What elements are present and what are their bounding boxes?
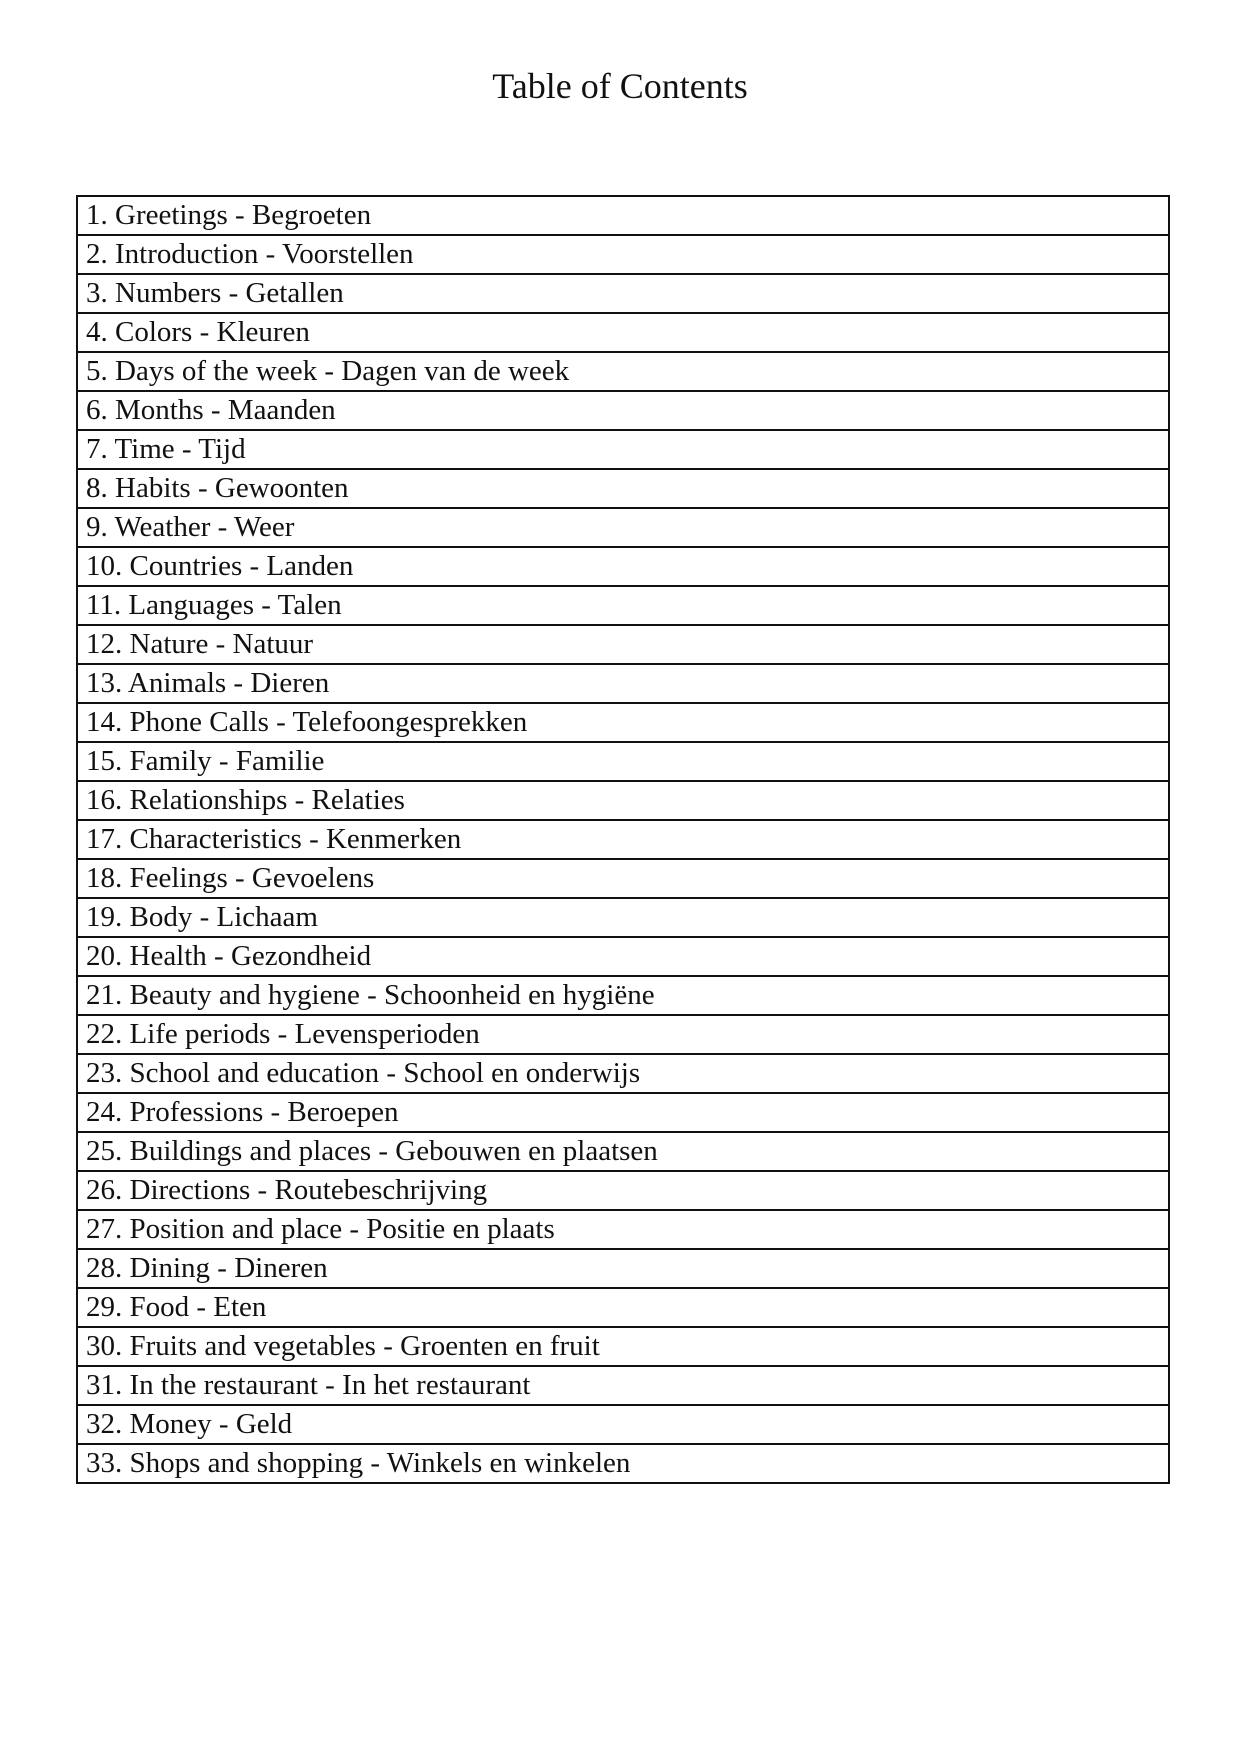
toc-entry: 18. Feelings - Gevoelens: [77, 859, 1169, 898]
toc-row: [77, 469, 1169, 508]
toc-row: [77, 976, 1169, 1015]
toc-entry: 11. Languages - Talen: [77, 586, 1169, 625]
toc-entry: 24. Professions - Beroepen: [77, 1093, 1169, 1132]
page-title: Table of Contents: [492, 66, 748, 106]
toc-entry: 31. In the restaurant - In het restaurant: [77, 1366, 1169, 1405]
toc-entry: 23. School and education - School en onderwijs: [77, 1054, 1169, 1093]
toc-entry: 17. Characteristics - Kenmerken: [77, 820, 1169, 859]
toc-entry: 15. Family - Familie: [77, 742, 1169, 781]
toc-entry: 32. Money - Geld: [77, 1405, 1169, 1444]
toc-row: [77, 1015, 1169, 1054]
toc-row: [77, 1210, 1169, 1249]
toc-entry: 6. Months - Maanden: [77, 391, 1169, 430]
toc-entry: 13. Animals - Dieren: [77, 664, 1169, 703]
toc-row: [77, 625, 1169, 664]
toc-entry: 21. Beauty and hygiene - Schoonheid en hygiëne: [77, 976, 1169, 1015]
toc-row: [77, 196, 1169, 235]
toc-row: [77, 586, 1169, 625]
toc-row: [77, 742, 1169, 781]
toc-entry: 28. Dining - Dineren: [77, 1249, 1169, 1288]
toc-entry: 8. Habits - Gewoonten: [77, 469, 1169, 508]
toc-row: [77, 820, 1169, 859]
toc-row: [77, 313, 1169, 352]
toc-entry: 25. Buildings and places - Gebouwen en plaatsen: [77, 1132, 1169, 1171]
toc-entry: 29. Food - Eten: [77, 1288, 1169, 1327]
toc-entry: 2. Introduction - Voorstellen: [77, 235, 1169, 274]
toc-entry: 33. Shops and shopping - Winkels en winkelen: [77, 1444, 1169, 1483]
toc-row: [77, 859, 1169, 898]
toc-entry: 12. Nature - Natuur: [77, 625, 1169, 664]
toc-row: [77, 391, 1169, 430]
toc-row: [77, 1366, 1169, 1405]
toc-entry: 5. Days of the week - Dagen van de week: [77, 352, 1169, 391]
toc-row: [77, 1132, 1169, 1171]
toc-row: [77, 1054, 1169, 1093]
toc-row: [77, 1171, 1169, 1210]
toc-row: [77, 430, 1169, 469]
toc-entry: 4. Colors - Kleuren: [77, 313, 1169, 352]
toc-entry: 1. Greetings - Begroeten: [77, 196, 1169, 235]
toc-entry: 16. Relationships - Relaties: [77, 781, 1169, 820]
toc-row: [77, 703, 1169, 742]
toc-row: [77, 508, 1169, 547]
toc-row: [77, 1249, 1169, 1288]
toc-row: [77, 1288, 1169, 1327]
toc-entry: 9. Weather - Weer: [77, 508, 1169, 547]
toc-row: [77, 898, 1169, 937]
toc-table: [76, 195, 1170, 1484]
toc-entry: 19. Body - Lichaam: [77, 898, 1169, 937]
toc-row: [77, 781, 1169, 820]
toc-row: [77, 664, 1169, 703]
toc-entry: 27. Position and place - Positie en plaats: [77, 1210, 1169, 1249]
toc-row: [77, 1444, 1169, 1483]
toc-entry: 3. Numbers - Getallen: [77, 274, 1169, 313]
toc-row: [77, 235, 1169, 274]
toc-entry: 7. Time - Tijd: [77, 430, 1169, 469]
toc-entry: 14. Phone Calls - Telefoongesprekken: [77, 703, 1169, 742]
toc-entry: 10. Countries - Landen: [77, 547, 1169, 586]
toc-row: [77, 274, 1169, 313]
toc-entry: 20. Health - Gezondheid: [77, 937, 1169, 976]
toc-entry: 26. Directions - Routebeschrijving: [77, 1171, 1169, 1210]
toc-entry: 22. Life periods - Levensperioden: [77, 1015, 1169, 1054]
toc-row: [77, 352, 1169, 391]
toc-row: [77, 1327, 1169, 1366]
toc-row: [77, 1093, 1169, 1132]
toc-row: [77, 937, 1169, 976]
toc-row: [77, 1405, 1169, 1444]
toc-entry: 30. Fruits and vegetables - Groenten en fruit: [77, 1327, 1169, 1366]
toc-row: [77, 547, 1169, 586]
